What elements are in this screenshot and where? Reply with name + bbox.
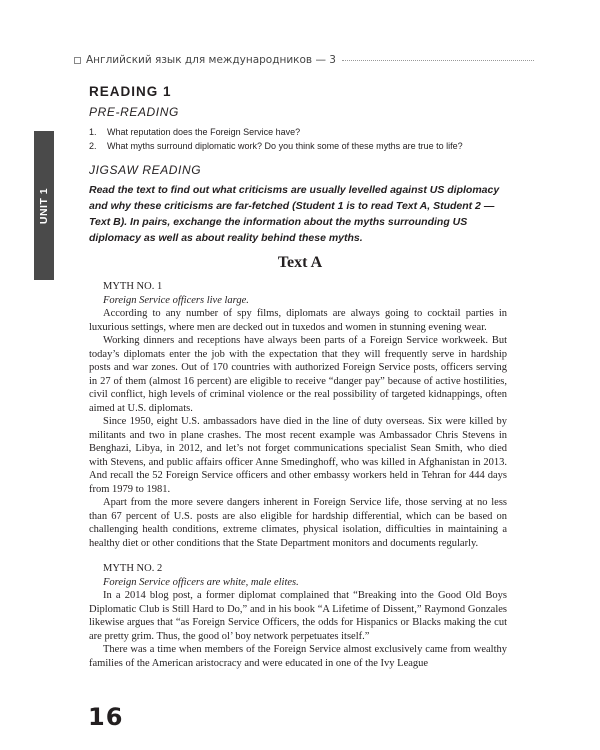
paragraph: Since 1950, eight U.S. ambassadors have died in the line of duty overseas. Six were killed by militants and two in plane crashes. The most recent example was Ambassador Chris Stevens in Benghazi, Libya, in 2012, and let’s not forget communications specialist Sean Smith, who died with Stevens, and public affairs officer Anne Smedinghoff, who was killed in Afghanistan in 2013. And recall the 52 Foreign Service officers and other embassy workers held in Tehran for 444 days from 1979 to 1981. — [89, 416, 507, 495]
unit-label: UNIT 1 — [38, 187, 51, 224]
myth-2-title: Foreign Service officers are white, male elites. — [103, 576, 299, 588]
square-bullet-icon — [74, 57, 81, 64]
jigsaw-reading-title: JIGSAW READING — [89, 163, 202, 177]
paragraph: In a 2014 blog post, a former diplomat complained that “Breaking into the Good Old Boys Diplomatic Club is Still Hard to Do,” and in his book “A Lifetime of Dissent,” Raymond Gonzales likewise argues that “as Foreign Service Officers, the odds for Hispanics or Blacks making the cut are pretty grim. Thus, the good ol’ boy network perpetuates itself.” — [89, 590, 507, 642]
question-item — [89, 125, 529, 139]
paragraph: Apart from the more severe dangers inherent in Foreign Service life, those serving at no less than 67 percent of U.S. posts are also eligible for hardship differential, which can be based on challenging health conditions, extreme climates, physical isolation, difficulties in maintaining a healthy diet or other conditions that the State Department monitors and documents regularly. — [89, 497, 507, 549]
myth-1-label: MYTH NO. 1 — [103, 281, 163, 292]
header-rule — [342, 60, 534, 61]
paragraph: Working dinners and receptions have always been parts of a Foreign Service workweek. But today’s diplomats enter the job with the expectation that they will frequently serve in hardship posts and war zones. Out of 170 countries with authorized Foreign Service posts, officers serving in 27 of them (almost 16 percent) are eligible to receive “danger pay” because of active hostilities, civil conflict, high levels of criminal violence or the real possibility of targeted kidnappings, often aimed at U.S. diplomats. — [89, 335, 507, 414]
text-title: Text A — [277, 254, 323, 271]
jigsaw-task-instructions: Read the text to find out what criticisms are usually levelled against US diplomacy and why these criticisms are far-fetched (Student 1 is to read Text A, Student 2 — Text B). In pairs, exchange the information about the myths surrounding US diplomacy as well as about reality behind these myths. — [89, 184, 500, 244]
article-body — [89, 280, 507, 670]
question-number: 2. — [89, 141, 97, 151]
paragraph: According to any number of spy films, diplomats are always going to cocktail parties in luxurious settings, where men are decked out in tuxedos and women in stunning evening wear. — [89, 308, 507, 333]
running-head — [74, 53, 534, 67]
section-title: READING 1 — [89, 84, 172, 99]
question-text: What myths surround diplomatic work? Do you think some of these myths are true to life? — [107, 141, 463, 151]
myth-1-title: Foreign Service officers live large. — [103, 294, 249, 306]
myth-2-label: MYTH NO. 2 — [103, 563, 163, 574]
section-spacer — [89, 550, 507, 562]
question-text: What reputation does the Foreign Service have? — [107, 127, 301, 137]
question-number: 1. — [89, 127, 97, 137]
paragraph: There was a time when members of the Foreign Service almost exclusively came from wealthy families of the American aristocracy and were educated in one of the Ivy League — [89, 644, 507, 669]
running-head-text: Английский язык для международников — 3 — [86, 54, 336, 66]
question-item — [89, 139, 529, 153]
page-number: 16 — [88, 703, 124, 731]
pre-reading-title: PRE-READING — [89, 105, 179, 119]
pre-reading-questions — [89, 125, 529, 153]
